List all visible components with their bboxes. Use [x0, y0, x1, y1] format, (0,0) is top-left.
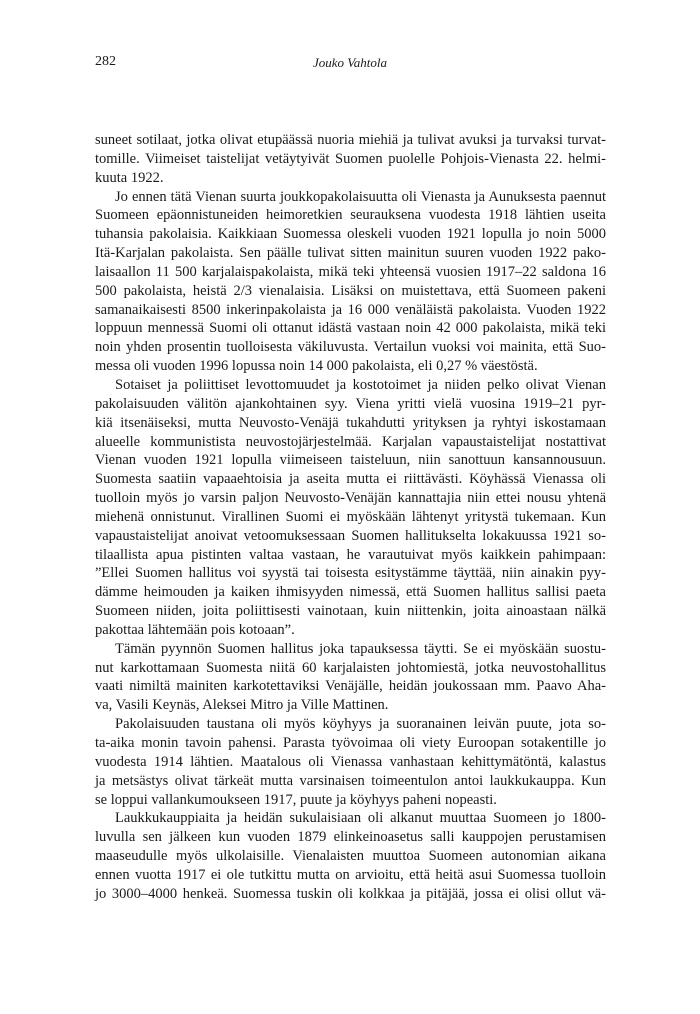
text-line: Laukkukauppiaita ja heidän sukulaisiaan oli alkanut muuttaa Suomeen jo 1800- — [115, 810, 606, 827]
text-line: 500 pakolaista, heistä 2/3 vienalaisia. Lisäksi on muistettava, että Suomeen pakeni — [95, 282, 606, 299]
text-line: maaseudulle myös ulkolaisille. Vienalaisten muuttoa Suomeen autonomian aikana — [95, 848, 606, 865]
text-line: loppuun mennessä Suomi oli ottanut idästä vastaan noin 42 000 pakolaista, mikä teki — [95, 320, 606, 337]
text-line: Sotaiset ja poliittiset levottomuudet ja kostotoimet ja niiden pelko olivat Vienan — [115, 376, 606, 393]
text-line: Jo ennen tätä Vienan suurta joukkopakolaisuutta oli Vienasta ja Aunuksesta paennut — [115, 188, 606, 205]
text-line: tilaallista apua pistinten valtaa vastaan, he varautuivat myös kaikkein pahimpaan: — [95, 546, 606, 563]
text-line: Itä-Karjalan pakolaista. Sen päälle tulivat sitten mainitun suuren vuoden 1922 pako- — [95, 245, 606, 262]
text-line: laisaallon 11 500 karjalaispakolaista, mikä teki yhteensä vuosien 1917–22 saldona 16 — [95, 263, 606, 280]
body-text — [95, 131, 606, 904]
text-line: Suomeen niiden, joita poliittisesti vainotaan, kuin niittenkin, joita ainoastaan nälkä — [95, 603, 606, 620]
text-line: va, Vasili Keynäs, Aleksei Mitro ja Ville Mattinen. — [95, 697, 389, 714]
paragraph — [95, 809, 606, 903]
text-line: alueelle kommunistista neuvostojärjestelmää. Karjalan vapaustaistelijat nostattivat — [95, 433, 606, 450]
text-line: se loppui vallankumoukseen 1917, puute ja köyhyys paheni nopeasti. — [95, 791, 497, 808]
text-line: kiä itsenäiseksi, mutta Neuvosto-Venäjä tukahdutti yrityksen ja ryhtyi iskostamaan — [95, 414, 606, 431]
text-line: ja metsästys olivat tärkeät mutta varsinaisen toimeentulon antoi laukkukauppa. Kun — [95, 772, 606, 789]
text-line: samanaikaisesti 8500 inkerinpakolaista ja 16 000 venäläistä pakolaista. Vuoden 1922 — [95, 301, 606, 318]
text-line: Vienan vuoden 1921 lopulla viimeiseen taisteluun, niin sanottuun kansannousuun. — [95, 452, 606, 469]
running-head: Jouko Vahtola — [312, 55, 387, 70]
text-line: suneet sotilaat, jotka olivat etupäässä nuoria miehiä ja tulivat avuksi ja turvaksi turvat- — [95, 132, 606, 148]
paragraph — [95, 715, 606, 809]
text-line: tuhansia pakolaisia. Kaikkiaan Suomessa oleskeli vuoden 1921 lopulla jo noin 5000 — [95, 226, 606, 243]
text-line: vapaustaistelijat anoivat vetoomuksessaan Suomen hallitukselta lokakuussa 1921 so- — [95, 527, 606, 544]
text-line: Tämän pyynnön Suomen hallitus joka tapauksessa täytti. Se ei myöskään suostu- — [115, 640, 606, 657]
paragraph — [95, 131, 606, 188]
text-line: tomille. Viimeiset taistelijat vetäytyivät Suomen puolelle Pohjois-Vienasta 22. helmi- — [95, 150, 606, 167]
text-line: tuolloin myös jo varsin paljon Neuvosto-Venäjän kannattajia niin ettei nousu yhtenä — [95, 490, 606, 507]
text-line: pakottaa lähtemään pois kotoaan”. — [95, 621, 295, 638]
text-line: ta-aika monin tavoin pahensi. Parasta työvoimaa oli viety Euroopan sotakentille jo — [95, 735, 606, 751]
paragraph — [95, 640, 606, 715]
text-line: nut karkottamaan Suomesta niitä 60 karjalaisten johtomiestä, jotka neuvostohallitus — [95, 659, 606, 676]
paragraph — [95, 188, 606, 376]
text-line: messa oli vuoden 1996 lopussa noin 14 000 pakolaista, eli 0,27 % väestöstä. — [95, 358, 538, 375]
text-line: vaati nimiltä mainiten karkotettaviksi Venäjälle, heidän joukossaan mm. Paavo Aha- — [95, 678, 606, 695]
text-line: dämme heimouden ja kaiken ihmisyyden nimessä, että Suomen hallitus sallisi paeta — [95, 584, 606, 601]
text-line: kuuta 1922. — [95, 169, 164, 186]
text-line: miehenä onnistunut. Virallinen Suomi ei myöskään lähtenyt yritystä tukemaan. Kun — [95, 508, 606, 525]
text-line: pakolaisuuden välitön ajankohtainen syy. Viena yritti vielä vuosina 1919–21 pyr- — [95, 395, 606, 412]
page-number: 282 — [95, 54, 116, 69]
text-line: Suomeen epäonnistuneiden heimoretkien seurauksena vuodesta 1918 lähtien useita — [95, 207, 606, 224]
text-line: luvulla sen jälkeen kun vuoden 1879 elinkeinoasetus salli kauppojen perustamisen — [95, 829, 606, 846]
text-line: ”Ellei Suomen hallitus voi syystä tai toisesta esitystämme täyttää, niin ainakin pyy- — [95, 565, 606, 582]
text-line: ennen vuotta 1917 ei ole tutkittu mutta on arvioitu, että heitä asui Suomessa tuolloin — [95, 866, 606, 883]
text-line: Suomesta saatiin vapaaehtoisia ja aseita mutta ei riittävästi. Köyhässä Vienassa oli — [95, 471, 606, 488]
text-line: noin yhden prosentin tuolloisesta väkiluvusta. Vertailun vuoksi voi mainita, että Suo- — [95, 339, 606, 356]
paragraph — [95, 376, 606, 640]
text-line: jo 3000–4000 henkeä. Suomessa tuskin oli kolkkaa ja pitäjää, jossa ei olisi ollut vä- — [95, 885, 606, 902]
text-line: Pakolaisuuden taustana oli myös köyhyys ja suoranainen leivän puute, jota so- — [115, 716, 606, 733]
text-line: vuodesta 1914 lähtien. Maatalous oli Vienassa vanhastaan kehittymätöntä, kalastus — [95, 753, 606, 770]
